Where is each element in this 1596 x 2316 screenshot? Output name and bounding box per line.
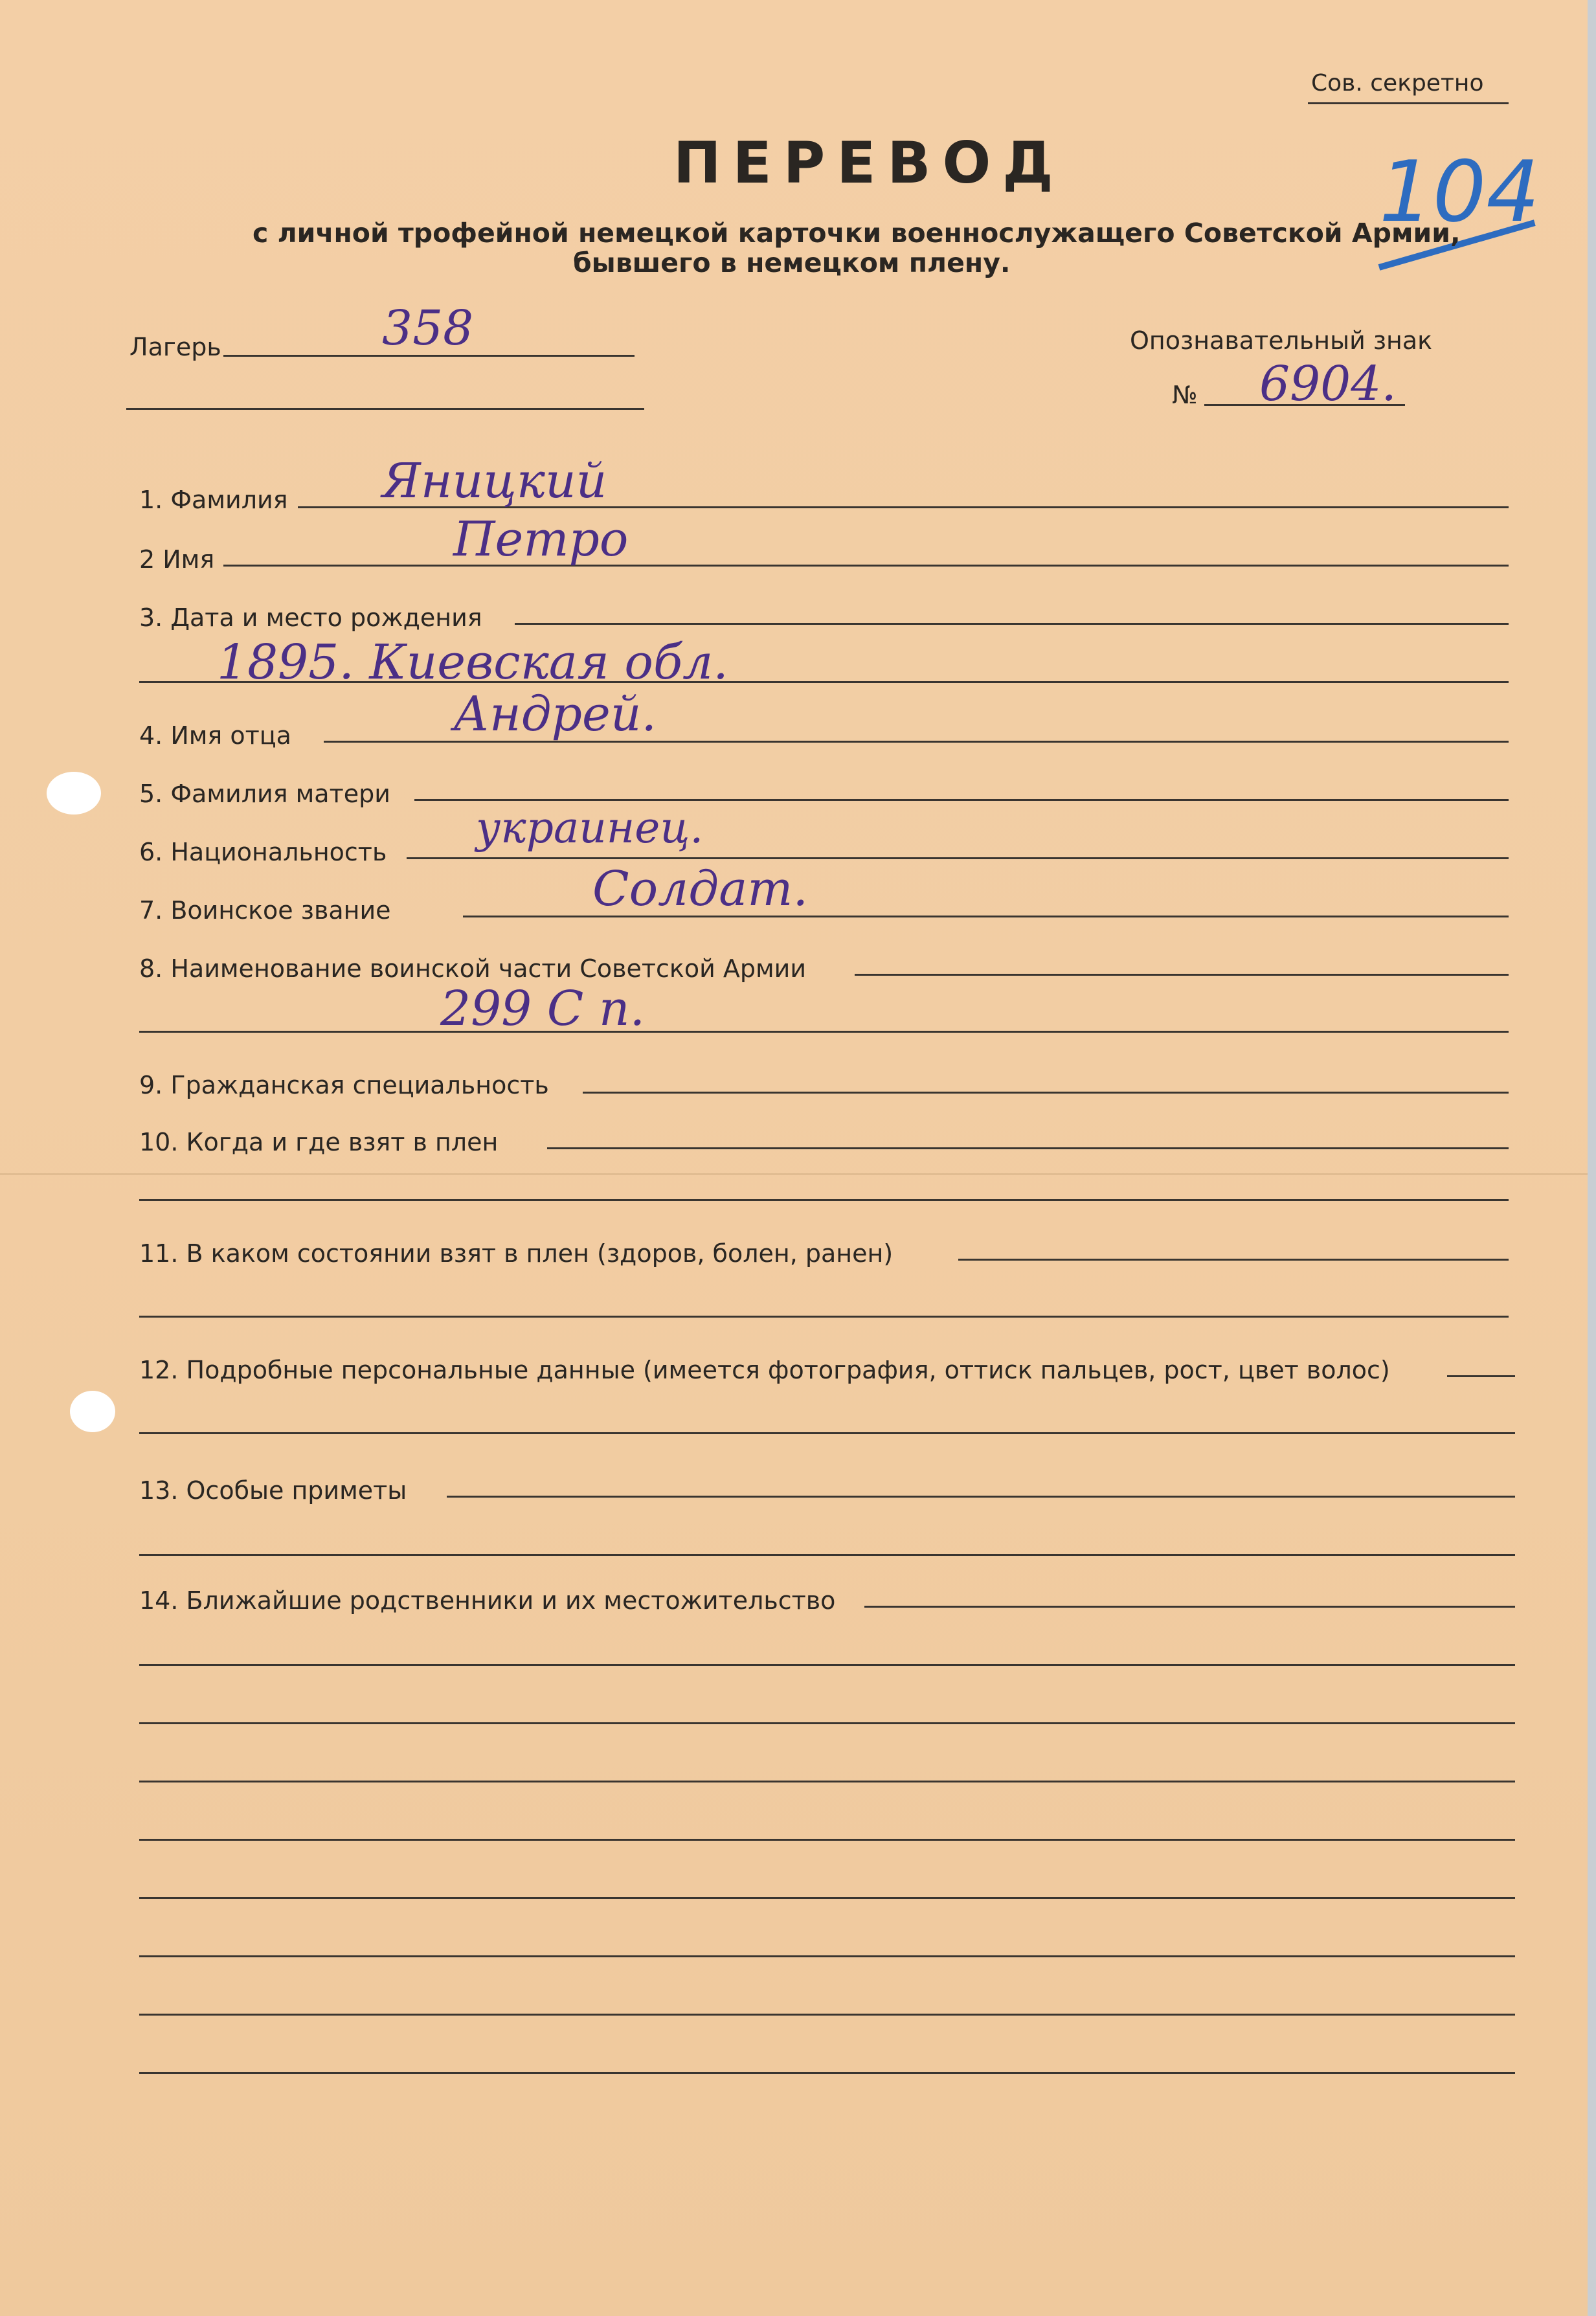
field-value-unit: 299 С п. xyxy=(440,981,646,1037)
field-line-personal-data xyxy=(1447,1375,1515,1377)
field-value-birth: 1895. Киевская обл. xyxy=(217,635,728,690)
field-label-nationality: 6. Национальность xyxy=(139,838,387,866)
document-title: ПЕРЕВОД xyxy=(673,129,1065,196)
field-value-nationality: украинец. xyxy=(476,803,704,853)
classification-underline xyxy=(1308,102,1509,104)
punch-hole-upper xyxy=(47,772,101,815)
field-line-relatives xyxy=(864,1606,1515,1608)
subtitle-line-1: с личной трофейной немецкой карточки военнослужащего Советской Армии, xyxy=(253,218,1461,249)
field-line-unit-2 xyxy=(139,1031,1509,1033)
field-line-condition xyxy=(958,1259,1509,1261)
field-line-relatives-3 xyxy=(139,1722,1515,1724)
field-label-relatives: 14. Ближайшие родственники и их местожительство xyxy=(139,1586,836,1615)
field-line-marks-2 xyxy=(139,1554,1515,1556)
field-label-birth: 3. Дата и место рождения xyxy=(139,603,482,632)
classification-label: Сов. секретно xyxy=(1311,70,1484,96)
paper-fold xyxy=(0,1173,1588,1175)
punch-hole-lower xyxy=(70,1391,115,1432)
field-label-rank: 7. Воинское звание xyxy=(139,896,391,925)
field-line-relatives-4 xyxy=(139,1781,1515,1782)
field-line-relatives-8 xyxy=(139,2014,1515,2016)
field-label-father: 4. Имя отца xyxy=(139,721,291,750)
field-label-profession: 9. Гражданская специальность xyxy=(139,1071,549,1099)
field-value-father: Андрей. xyxy=(453,686,657,742)
field-line-condition-2 xyxy=(139,1316,1509,1318)
archive-number: 104 xyxy=(1379,142,1540,241)
field-label-marks: 13. Особые приметы xyxy=(139,1476,407,1505)
field-line-unit xyxy=(855,974,1509,976)
field-label-personal-data: 12. Подробные персональные данные (имеется фотография, оттиск пальцев, рост, цвет волос) xyxy=(139,1356,1390,1384)
subtitle-line-2: бывшего в немецком плену. xyxy=(573,247,1011,278)
field-line-relatives-7 xyxy=(139,1955,1515,1957)
camp-value: 358 xyxy=(382,300,474,356)
field-line-captured-when-2 xyxy=(139,1199,1509,1201)
field-label-captured-when: 10. Когда и где взят в плен xyxy=(139,1128,499,1156)
field-label-name: 2 Имя xyxy=(139,545,215,574)
field-line-profession xyxy=(583,1092,1509,1094)
field-line-birth xyxy=(515,623,1509,625)
field-line-relatives-6 xyxy=(139,1897,1515,1899)
field-line-captured-when xyxy=(547,1147,1509,1149)
camp-label: Лагерь xyxy=(129,333,221,361)
tag-number-sign: № xyxy=(1172,381,1198,409)
field-line-mother xyxy=(414,799,1509,801)
field-value-name: Петро xyxy=(453,512,629,567)
field-label-unit: 8. Наименование воинской части Советской Армии xyxy=(139,954,807,983)
tag-label: Опознавательный знак xyxy=(1130,326,1433,355)
field-line-marks xyxy=(447,1496,1515,1498)
field-value-rank: Солдат. xyxy=(592,861,808,917)
field-line-relatives-2 xyxy=(139,1664,1515,1666)
camp-line-2 xyxy=(126,408,644,410)
tag-value: 6904. xyxy=(1259,356,1397,412)
field-label-mother: 5. Фамилия матери xyxy=(139,780,390,808)
field-label-surname: 1. Фамилия xyxy=(139,486,288,514)
field-value-surname: Яницкий xyxy=(382,453,607,509)
field-line-relatives-5 xyxy=(139,1839,1515,1841)
field-line-relatives-9 xyxy=(139,2072,1515,2074)
field-line-nationality xyxy=(407,857,1509,859)
field-line-name xyxy=(223,565,1509,567)
field-label-condition: 11. В каком состоянии взят в плен (здоров, болен, ранен) xyxy=(139,1239,894,1268)
field-line-personal-data-2 xyxy=(139,1432,1515,1434)
